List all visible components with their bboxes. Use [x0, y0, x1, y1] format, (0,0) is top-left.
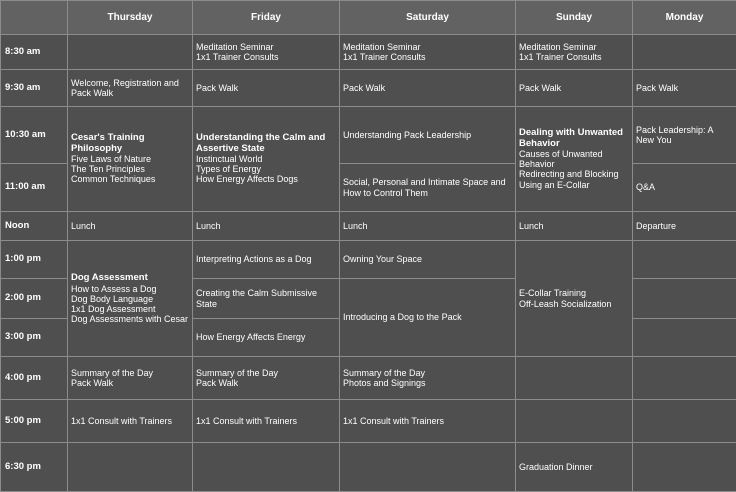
cell-friday-630 — [193, 443, 340, 492]
event-block — [519, 221, 629, 231]
event-block — [519, 83, 629, 93]
event-block — [343, 221, 512, 231]
cell-friday-830 — [193, 35, 340, 70]
cell-saturday-930 — [340, 70, 516, 107]
cell-thursday-400 — [68, 357, 193, 400]
cell-sunday-noon — [516, 212, 633, 241]
session-item: Owning Your Space — [343, 254, 512, 264]
event-block — [519, 128, 629, 189]
session-item: Summary of the Day — [343, 368, 512, 378]
time-label: 6:30 pm — [1, 443, 68, 492]
session-item: Pack Leadership: A New You — [636, 125, 733, 145]
cell-sunday-500 — [516, 400, 633, 443]
event-block — [71, 416, 189, 426]
time-label: 1:00 pm — [1, 241, 68, 279]
session-item: Meditation Seminar — [519, 42, 629, 52]
session-item: Interpreting Actions as a Dog — [196, 254, 336, 264]
cell-sunday-1030 — [516, 107, 633, 212]
time-label: 9:30 am — [1, 70, 68, 107]
event-block — [196, 332, 336, 342]
event-block — [343, 42, 512, 62]
session-item: Pack Walk — [343, 83, 512, 93]
session-title: Dog Assessment — [71, 273, 189, 283]
session-item: Dog Assessments with Cesar — [71, 314, 189, 324]
event-block — [71, 273, 189, 324]
event-block — [196, 254, 336, 264]
cell-thursday-1030 — [68, 107, 193, 212]
session-item: Summary of the Day — [196, 368, 336, 378]
cell-monday-500 — [633, 400, 736, 443]
session-item: 1x1 Trainer Consults — [519, 52, 629, 62]
event-block — [343, 254, 512, 264]
time-row-noon — [1, 212, 736, 241]
cell-sunday-630 — [516, 443, 633, 492]
session-item: 1x1 Trainer Consults — [343, 52, 512, 62]
event-block — [519, 288, 629, 308]
cell-sunday-830 — [516, 35, 633, 70]
cell-friday-1030 — [193, 107, 340, 212]
cell-monday-830 — [633, 35, 736, 70]
session-item: Instinctual World — [196, 154, 336, 164]
session-item: Social, Personal and Intimate Space and How to Control Them — [343, 177, 512, 197]
cell-monday-630 — [633, 443, 736, 492]
event-block — [71, 368, 189, 388]
event-block — [196, 416, 336, 426]
event-block — [196, 42, 336, 62]
session-item: 1x1 Consult with Trainers — [196, 416, 336, 426]
cell-sunday-930 — [516, 70, 633, 107]
session-item: Redirecting and Blocking — [519, 169, 629, 179]
time-label: 2:00 pm — [1, 279, 68, 319]
day-header-friday: Friday — [193, 1, 340, 35]
session-title: Cesar's Training Philosophy — [71, 133, 189, 154]
session-item: Causes of Unwanted Behavior — [519, 149, 629, 169]
time-row-930 — [1, 70, 736, 107]
session-item: Graduation Dinner — [519, 462, 629, 472]
time-label: 5:00 pm — [1, 400, 68, 443]
cell-thursday-630 — [68, 443, 193, 492]
session-item: Dog Body Language — [71, 294, 189, 304]
cell-saturday-1030 — [340, 107, 516, 164]
session-item: 1x1 Trainer Consults — [196, 52, 336, 62]
time-row-630 — [1, 443, 736, 492]
event-block — [343, 130, 512, 140]
time-label: 4:00 pm — [1, 357, 68, 400]
cell-saturday-830 — [340, 35, 516, 70]
event-block — [636, 125, 733, 145]
cell-monday-400 — [633, 357, 736, 400]
cell-thursday-noon — [68, 212, 193, 241]
time-row-500 — [1, 400, 736, 443]
session-item: Understanding Pack Leadership — [343, 130, 512, 140]
event-block — [196, 83, 336, 93]
session-title: Dealing with Unwanted Behavior — [519, 128, 629, 149]
event-block — [343, 83, 512, 93]
cell-friday-noon — [193, 212, 340, 241]
cell-saturday-400 — [340, 357, 516, 400]
event-block — [343, 312, 512, 322]
session-item: Meditation Seminar — [196, 42, 336, 52]
session-item: Q&A — [636, 182, 733, 192]
session-item: Pack Walk — [71, 378, 189, 388]
session-item: 1x1 Consult with Trainers — [343, 416, 512, 426]
time-label: Noon — [1, 212, 68, 241]
cell-thursday-930 — [68, 70, 193, 107]
session-title: Understanding the Calm and Assertive State — [196, 133, 336, 154]
session-item: Types of Energy — [196, 164, 336, 174]
session-item: How to Assess a Dog — [71, 284, 189, 294]
header-corner — [1, 1, 68, 35]
session-item: Meditation Seminar — [343, 42, 512, 52]
session-item: Common Techniques — [71, 174, 189, 184]
cell-monday-noon — [633, 212, 736, 241]
cell-saturday-200 — [340, 279, 516, 357]
cell-friday-400 — [193, 357, 340, 400]
time-label: 10:30 am — [1, 107, 68, 164]
event-block — [71, 78, 189, 98]
day-header-sunday: Sunday — [516, 1, 633, 35]
session-item: Pack Walk — [519, 83, 629, 93]
cell-friday-300 — [193, 319, 340, 357]
cell-friday-930 — [193, 70, 340, 107]
session-item: Departure — [636, 221, 733, 231]
session-item: Lunch — [196, 221, 336, 231]
session-item: Summary of the Day — [71, 368, 189, 378]
session-item: Creating the Calm Submissive State — [196, 288, 336, 308]
cell-monday-1100 — [633, 164, 736, 212]
session-item: How Energy Affects Energy — [196, 332, 336, 342]
cell-saturday-500 — [340, 400, 516, 443]
session-item: The Ten Principles — [71, 164, 189, 174]
cell-monday-200 — [633, 279, 736, 319]
session-item: How Energy Affects Dogs — [196, 174, 336, 184]
session-item: Lunch — [519, 221, 629, 231]
cell-friday-500 — [193, 400, 340, 443]
cell-thursday-100 — [68, 241, 193, 357]
time-label: 3:00 pm — [1, 319, 68, 357]
cell-sunday-400 — [516, 357, 633, 400]
session-item: Lunch — [71, 221, 189, 231]
event-block — [71, 221, 189, 231]
day-header-monday: Monday — [633, 1, 736, 35]
event-block — [343, 368, 512, 388]
session-item: Off-Leash Socialization — [519, 299, 629, 309]
cell-monday-100 — [633, 241, 736, 279]
session-item: Pack Walk — [196, 83, 336, 93]
cell-friday-200 — [193, 279, 340, 319]
event-block — [636, 83, 733, 93]
cell-monday-930 — [633, 70, 736, 107]
time-row-100 — [1, 241, 736, 279]
event-block — [196, 133, 336, 184]
session-item: Using an E-Collar — [519, 180, 629, 190]
event-block — [519, 42, 629, 62]
event-block — [196, 368, 336, 388]
session-item: Lunch — [343, 221, 512, 231]
event-block — [636, 182, 733, 192]
day-header-saturday: Saturday — [340, 1, 516, 35]
session-item: 1x1 Consult with Trainers — [71, 416, 189, 426]
cell-saturday-1100 — [340, 164, 516, 212]
cell-saturday-630 — [340, 443, 516, 492]
time-label: 11:00 am — [1, 164, 68, 212]
cell-thursday-500 — [68, 400, 193, 443]
event-block — [196, 221, 336, 231]
time-row-1030 — [1, 107, 736, 164]
event-block — [196, 288, 336, 308]
session-item: 1x1 Dog Assessment — [71, 304, 189, 314]
event-block — [636, 221, 733, 231]
event-block — [343, 416, 512, 426]
session-item: Pack Walk — [636, 83, 733, 93]
day-header-thursday: Thursday — [68, 1, 193, 35]
cell-monday-300 — [633, 319, 736, 357]
cell-saturday-noon — [340, 212, 516, 241]
session-item: E-Collar Training — [519, 288, 629, 298]
time-row-830 — [1, 35, 736, 70]
cell-monday-1030 — [633, 107, 736, 164]
cell-saturday-100 — [340, 241, 516, 279]
session-item: Photos and Signings — [343, 378, 512, 388]
time-row-400 — [1, 357, 736, 400]
event-block — [71, 133, 189, 184]
cell-thursday-830 — [68, 35, 193, 70]
session-item: Introducing a Dog to the Pack — [343, 312, 512, 322]
cell-sunday-100 — [516, 241, 633, 357]
time-label: 8:30 am — [1, 35, 68, 70]
header-row — [1, 1, 736, 35]
event-block — [519, 462, 629, 472]
session-item: Pack Walk — [196, 378, 336, 388]
session-item: Five Laws of Nature — [71, 154, 189, 164]
event-block — [343, 177, 512, 197]
session-item: Welcome, Registration and Pack Walk — [71, 78, 189, 98]
cell-friday-100 — [193, 241, 340, 279]
